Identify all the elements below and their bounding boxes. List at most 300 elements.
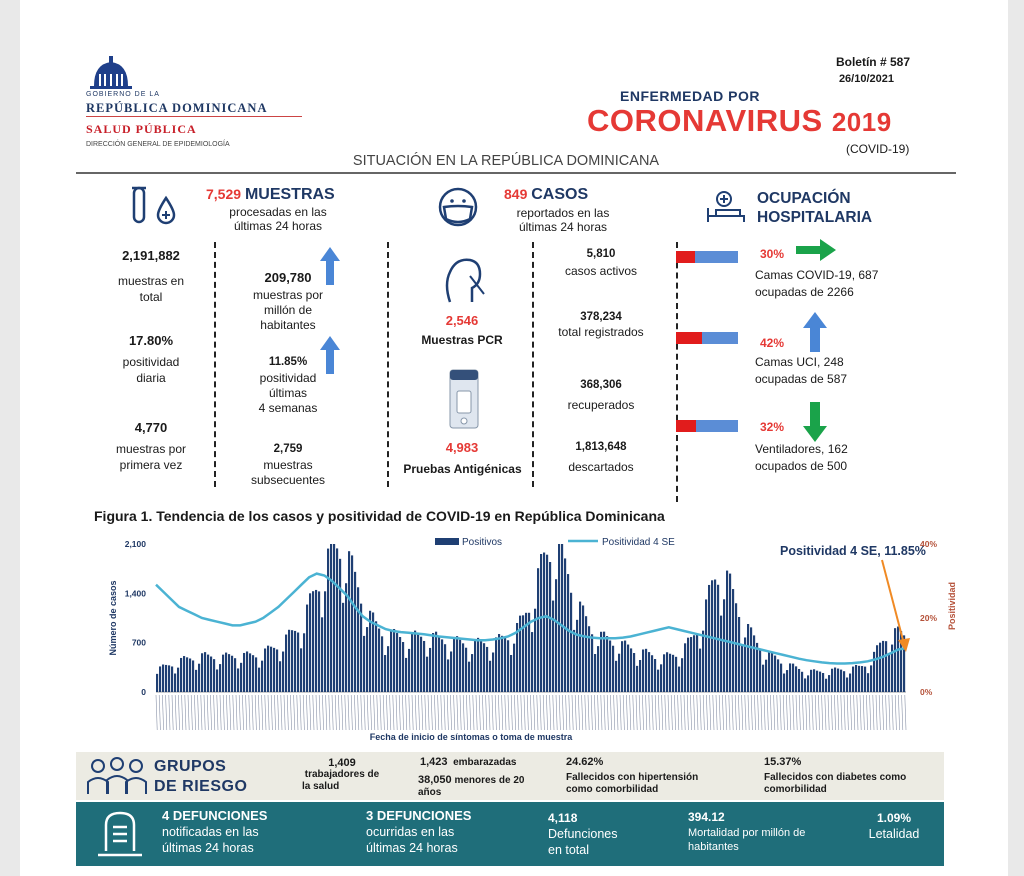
x-tick-mark [767, 695, 768, 730]
x-tick-mark [450, 695, 451, 730]
case-bar [771, 652, 773, 692]
case-bar [684, 643, 686, 692]
x-tick-mark [863, 695, 864, 730]
x-tick-mark [601, 695, 602, 730]
case-bar [546, 555, 548, 692]
case-bar [639, 660, 641, 692]
arrow-up-icon [803, 312, 827, 352]
occupancy-fill [676, 251, 695, 263]
x-tick-mark [895, 695, 896, 730]
ventilators-pct: 32% [760, 420, 785, 434]
active-label: casos activos [564, 264, 638, 278]
case-bar [456, 636, 458, 692]
x-tick-mark [639, 695, 640, 730]
case-bar [564, 558, 566, 692]
case-bar [834, 668, 836, 692]
y2-tick-label: 0% [920, 687, 933, 697]
x-tick-mark [431, 695, 432, 730]
x-tick-mark [386, 695, 387, 730]
case-bar [204, 652, 206, 692]
casos-subtitle [498, 206, 628, 234]
case-bar [603, 632, 605, 692]
case-bar [660, 664, 662, 692]
x-tick-mark [482, 695, 483, 730]
mortality [688, 810, 805, 854]
lethality-label: Letalidad [868, 827, 920, 841]
case-bar [594, 654, 596, 692]
x-tick-mark [399, 695, 400, 730]
case-bar [753, 635, 755, 692]
x-tick-mark [582, 695, 583, 730]
x-tick-mark [220, 695, 221, 730]
case-bar [615, 661, 617, 692]
x-tick-mark [249, 695, 250, 730]
x-tick-mark [265, 695, 266, 730]
case-bar [720, 616, 722, 692]
x-tick-mark [524, 695, 525, 730]
case-bar [723, 599, 725, 692]
minors [418, 774, 524, 799]
case-bar [636, 666, 638, 692]
diabetes-label1: Fallecidos con diabetes como [764, 772, 907, 783]
x-tick-mark [674, 695, 675, 730]
x-tick-mark [278, 695, 279, 730]
x-tick-mark [569, 695, 570, 730]
x-tick-mark [447, 695, 448, 730]
x-tick-mark [409, 695, 410, 730]
x-tick-mark [898, 695, 899, 730]
case-bar [378, 629, 380, 692]
case-bar [777, 659, 779, 692]
muestras-subtitle-line2: últimas 24 horas [233, 219, 323, 233]
x-tick-mark [774, 695, 775, 730]
x-tick-mark [636, 695, 637, 730]
muestras-subtitle [216, 205, 340, 233]
x-tick-mark [290, 695, 291, 730]
government-line1: GOBIERNO DE LA [86, 91, 160, 98]
occupancy-remaining [695, 251, 738, 263]
case-bar [726, 571, 728, 692]
x-tick-mark [511, 695, 512, 730]
case-bar [324, 591, 326, 692]
x-tick-mark [802, 695, 803, 730]
case-bar [339, 559, 341, 692]
x-tick-mark [335, 695, 336, 730]
case-bar [606, 636, 608, 692]
x-tick-mark [748, 695, 749, 730]
case-bar [705, 599, 707, 692]
x-tick-mark [521, 695, 522, 730]
risk-groups-title [154, 757, 247, 797]
x-tick-mark [662, 695, 663, 730]
title-enfermedad: ENFERMEDAD POR [620, 88, 761, 104]
x-tick-mark [367, 695, 368, 730]
x-tick-mark [905, 695, 906, 730]
x-tick-mark [764, 695, 765, 730]
lethality-value: 1.09% [876, 811, 912, 825]
case-bar [186, 657, 188, 692]
case-bar [474, 640, 476, 692]
x-tick-mark [239, 695, 240, 730]
case-bar [711, 580, 713, 692]
covid-beds-label1: Camas COVID-19, 687 [755, 268, 879, 282]
case-bar [498, 634, 500, 692]
x-tick-mark [857, 695, 858, 730]
health-workers-value: 1,409 [328, 757, 356, 769]
x-tick-mark [537, 695, 538, 730]
x-tick-mark [793, 695, 794, 730]
casos-header [504, 186, 588, 204]
x-tick-mark [434, 695, 435, 730]
case-bar [714, 580, 716, 693]
mortality-label1: Mortalidad por millón de [688, 827, 806, 839]
capitol-dome-icon [86, 56, 136, 90]
x-tick-mark [726, 695, 727, 730]
case-bar [618, 654, 620, 692]
case-bar [357, 587, 359, 692]
case-bar [168, 665, 170, 692]
first-time-value: 4,770 [134, 420, 168, 435]
case-bar [267, 646, 269, 692]
x-tick-mark [710, 695, 711, 730]
deaths-notified-label1: notificadas en las [162, 825, 259, 839]
positivity-4w-label2: últimas [268, 386, 307, 400]
case-bar [486, 647, 488, 692]
x-tick-mark [562, 695, 563, 730]
icu-beds-label1: Camas UCI, 248 [755, 355, 844, 369]
x-tick-mark [610, 695, 611, 730]
x-tick-mark [668, 695, 669, 730]
case-bar [837, 669, 839, 692]
case-bar [321, 617, 323, 692]
muestras-title: MUESTRAS [244, 186, 335, 203]
case-bar [822, 673, 824, 692]
deaths-total-value: 4,118 [548, 811, 578, 825]
case-bar [741, 645, 743, 692]
case-bar [531, 632, 533, 692]
case-bar [555, 579, 557, 692]
case-bar [792, 664, 794, 692]
x-tick-mark [370, 695, 371, 730]
case-bar [678, 667, 680, 692]
x-tick-mark [489, 695, 490, 730]
x-tick-mark [422, 695, 423, 730]
case-bar [810, 670, 812, 692]
x-tick-mark [777, 695, 778, 730]
per-million-label [242, 288, 334, 333]
x-tick-mark [646, 695, 647, 730]
case-bar [297, 633, 299, 692]
deaths-occurred-label2: últimas 24 horas [366, 841, 458, 855]
case-bar [654, 659, 656, 692]
x-tick-mark [201, 695, 202, 730]
case-bar [363, 636, 365, 692]
x-tick-mark [473, 695, 474, 730]
minors-label1: menores de 20 [454, 775, 525, 786]
daily-positivity-label2: diaria [136, 371, 166, 385]
case-bar [459, 640, 461, 692]
case-bar [879, 643, 881, 692]
x-tick-mark [338, 695, 339, 730]
figure-caption: Figura 1. Tendencia de los casos y positividad de COVID-19 en República Dominicana [94, 508, 665, 524]
x-tick-mark [329, 695, 330, 730]
positivity-4-weeks [242, 356, 334, 416]
case-bar [366, 627, 368, 692]
case-bar [585, 616, 587, 692]
x-tick-mark [454, 695, 455, 730]
discarded-value: 1,813,648 [575, 441, 627, 453]
occupancy-bar-ventilators [676, 420, 738, 432]
x-tick-mark [822, 695, 823, 730]
occupancy-fill [676, 332, 702, 344]
x-tick-mark [780, 695, 781, 730]
x-tick-mark [262, 695, 263, 730]
x-tick-mark [550, 695, 551, 730]
case-bar [228, 654, 230, 692]
nasal-swab-icon [440, 254, 486, 304]
x-tick-mark [841, 695, 842, 730]
case-bar [819, 672, 821, 692]
case-bar [843, 671, 845, 692]
case-bar [663, 654, 665, 692]
case-bar [222, 655, 224, 692]
y-axis-title: Número de casos [108, 580, 118, 656]
hypertension-value: 24.62% [566, 756, 604, 768]
case-bar [858, 666, 860, 692]
separator-3 [532, 242, 534, 487]
x-tick-mark [457, 695, 458, 730]
x-tick-mark [713, 695, 714, 730]
x-tick-mark [297, 695, 298, 730]
muestras-count: 7,529 [206, 186, 242, 202]
case-bar [492, 652, 494, 692]
x-tick-mark [722, 695, 723, 730]
x-tick-mark [690, 695, 691, 730]
x-tick-mark [607, 695, 608, 730]
x-tick-mark [313, 695, 314, 730]
case-bar [630, 648, 632, 692]
x-tick-mark [348, 695, 349, 730]
x-tick-mark [233, 695, 234, 730]
occupancy-remaining [696, 420, 738, 432]
lethality [856, 810, 932, 842]
case-bar [414, 631, 416, 692]
health-workers-label1: trabajadores de [304, 769, 380, 780]
case-bar [519, 616, 521, 692]
x-tick-mark [655, 695, 656, 730]
x-tick-mark [534, 695, 535, 730]
ocupacion-title1: OCUPACIÓN [757, 190, 851, 207]
x-tick-mark [441, 695, 442, 730]
x-tick-mark [847, 695, 848, 730]
case-bar [402, 642, 404, 692]
x-tick-mark [377, 695, 378, 730]
case-bar [750, 627, 752, 692]
x-tick-mark [185, 695, 186, 730]
x-tick-mark [172, 695, 173, 730]
subsequent-label1: muestras [263, 458, 313, 472]
case-bar [780, 664, 782, 692]
x-tick-mark [252, 695, 253, 730]
x-tick-mark [825, 695, 826, 730]
case-bar [198, 664, 200, 692]
casos-count: 849 [504, 186, 528, 202]
x-tick-mark [866, 695, 867, 730]
ocupacion-title [757, 189, 872, 227]
x-tick-mark [460, 695, 461, 730]
x-tick-mark [319, 695, 320, 730]
case-bar [657, 670, 659, 692]
subsequent-value: 2,759 [273, 443, 303, 455]
muestras-total-label1: muestras en [117, 274, 185, 288]
minors-value: 38,050 [418, 774, 452, 786]
x-tick-mark [758, 695, 759, 730]
case-bar [273, 648, 275, 692]
case-bar [861, 666, 863, 692]
per-million-value: 209,780 [264, 270, 312, 285]
x-tick-mark [300, 695, 301, 730]
case-bar [447, 659, 449, 692]
case-bar [633, 653, 635, 692]
case-bar [795, 666, 797, 692]
x-tick-mark [738, 695, 739, 730]
x-tick-mark [889, 695, 890, 730]
case-bar [294, 631, 296, 692]
case-bar [438, 636, 440, 692]
ventilators-label1: Ventiladores, 162 [755, 442, 848, 456]
case-bar [756, 643, 758, 692]
x-tick-mark [556, 695, 557, 730]
per-million-label2: millón de [263, 303, 313, 317]
case-bar [666, 652, 668, 692]
case-bar [417, 634, 419, 692]
per-million-label1: muestras por [252, 288, 324, 302]
case-bar [189, 658, 191, 692]
case-bar [552, 601, 554, 692]
case-bar [333, 544, 335, 692]
x-tick-mark [380, 695, 381, 730]
x-tick-mark [169, 695, 170, 730]
x-tick-mark [358, 695, 359, 730]
title-coronavirus [587, 103, 892, 139]
case-bar [156, 674, 158, 692]
case-bar [252, 655, 254, 692]
legend-bar-swatch [435, 538, 459, 545]
x-tick-mark [364, 695, 365, 730]
pcr-value: 2,546 [445, 313, 479, 328]
occupancy-fill [676, 420, 696, 432]
case-bar [579, 602, 581, 692]
covid-beds-pct: 30% [760, 247, 785, 261]
x-tick-mark [879, 695, 880, 730]
x-tick-mark [486, 695, 487, 730]
x-tick-mark [182, 695, 183, 730]
x-tick-mark [351, 695, 352, 730]
x-tick-mark [438, 695, 439, 730]
case-bar [591, 634, 593, 692]
case-bar [183, 656, 185, 692]
x-tick-mark [326, 695, 327, 730]
x-tick-mark [854, 695, 855, 730]
x-tick-mark [598, 695, 599, 730]
separator-1 [214, 242, 216, 487]
case-bar [453, 638, 455, 692]
case-bar [672, 655, 674, 692]
x-tick-mark [502, 695, 503, 730]
recovered-label: recuperados [567, 398, 635, 412]
case-bar [699, 649, 701, 692]
case-bar [813, 669, 815, 692]
case-bar [873, 652, 875, 692]
case-bar [426, 657, 428, 692]
case-bar [318, 591, 320, 692]
government-line2: REPÚBLICA DOMINICANA [86, 101, 268, 115]
x-tick-mark [258, 695, 259, 730]
case-bar [597, 646, 599, 692]
case-bar [798, 669, 800, 692]
hypertension-label2: como comorbilidad [566, 784, 659, 795]
x-tick-mark [815, 695, 816, 730]
case-bar [174, 674, 176, 692]
pregnant-label: embarazadas [453, 757, 517, 768]
x-tick-mark [374, 695, 375, 730]
case-bar [306, 605, 308, 692]
chart-bars [156, 544, 905, 692]
case-bar [300, 648, 302, 692]
case-bar [696, 635, 698, 692]
x-tick-mark [716, 695, 717, 730]
case-bar [897, 627, 899, 692]
antigen-label: Pruebas Antigénicas [403, 462, 522, 476]
total-cases-value: 378,234 [580, 311, 622, 323]
mortality-label2: habitantes [688, 841, 739, 853]
case-bar [573, 630, 575, 692]
x-tick-mark [873, 695, 874, 730]
case-bar [195, 670, 197, 692]
x-tick-mark [492, 695, 493, 730]
case-bar [327, 549, 329, 692]
x-tick-mark [294, 695, 295, 730]
x-tick-mark [783, 695, 784, 730]
minors-label2: años [418, 787, 442, 798]
positivity-annotation: Positividad 4 SE, 11.85% [780, 544, 926, 558]
bulletin-page [20, 0, 1008, 876]
y2-axis-title: Positividad [947, 581, 957, 631]
case-bar [825, 679, 827, 692]
case-bar [270, 647, 272, 692]
case-bar [387, 646, 389, 692]
occupancy-bar-covid-beds [676, 251, 738, 263]
icu-beds-label [755, 354, 847, 388]
positivity-4w-label3: 4 semanas [258, 401, 318, 415]
x-tick-mark [402, 695, 403, 730]
x-tick-mark [207, 695, 208, 730]
case-bar [381, 636, 383, 692]
case-bar [624, 641, 626, 692]
y2-tick-label: 40% [920, 539, 938, 549]
icu-beds-label2: ocupadas de 587 [755, 372, 848, 386]
case-bar [249, 653, 251, 692]
x-tick-mark [255, 695, 256, 730]
case-bar [354, 572, 356, 692]
x-tick-mark [799, 695, 800, 730]
x-tick-mark [204, 695, 205, 730]
case-bar [225, 653, 227, 692]
case-bar [351, 555, 353, 692]
x-tick-mark [194, 695, 195, 730]
x-tick-mark [838, 695, 839, 730]
pcr-label: Muestras PCR [421, 333, 503, 347]
